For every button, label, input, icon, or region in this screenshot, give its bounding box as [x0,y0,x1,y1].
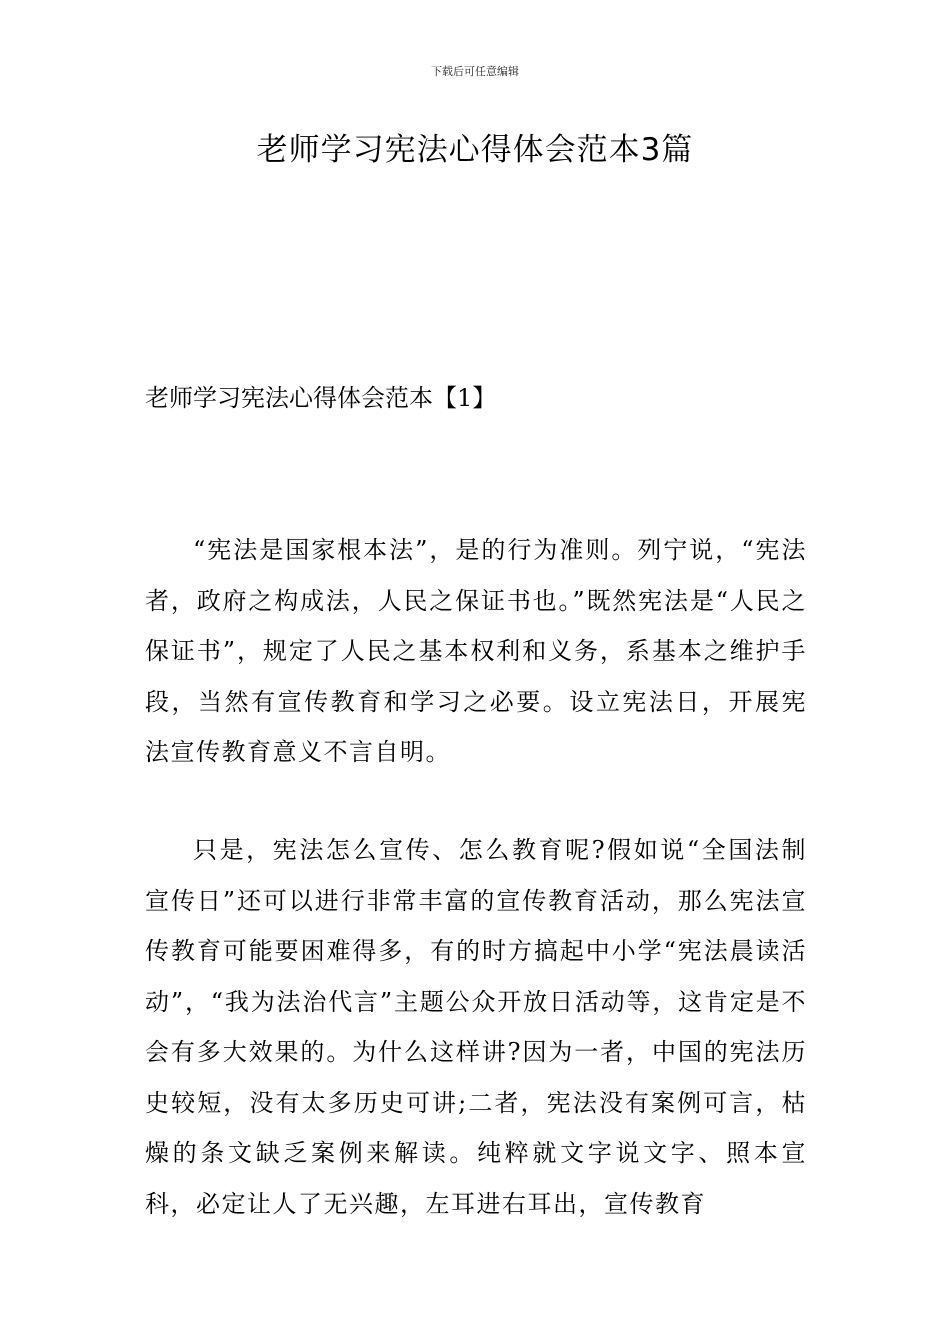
body-paragraph-1: “宪法是国家根本法”，是的行为准则。列宁说，“宪法者，政府之构成法，人民之保证书也。”既然宪法是“人民之保证书”，规定了人民之基本权利和义务，系基本之维护手段，当然有宣传教育和学习之必要。设立宪法日，开展宪法宣传教育意义不言自明。 [145,536,807,766]
body-paragraph-2: 只是，宪法怎么宣传、怎么教育呢?假如说“全国法制宣传日”还可以进行非常丰富的宣传教育活动，那么宪法宣传教育可能要困难得多，有的时方搞起中小学“宪法晨读活动”，“我为法治代言”主题公众开放日活动等，这肯定是不会有多大效果的。为什么这样讲?因为一者，中国的宪法历史较短，没有太多历史可讲;二者，宪法没有案例可言，枯燥的条文缺乏案例来解读。纯粹就文字说文字、照本宣科，必定让人了无兴趣，左耳进右耳出，宣传教育 [145,836,807,1218]
header-note: 下载后可任意编辑 [431,65,519,78]
document-title: 老师学习宪法心得体会范本3篇 [256,132,694,168]
section-heading: 老师学习宪法心得体会范本【1】 [145,384,497,412]
